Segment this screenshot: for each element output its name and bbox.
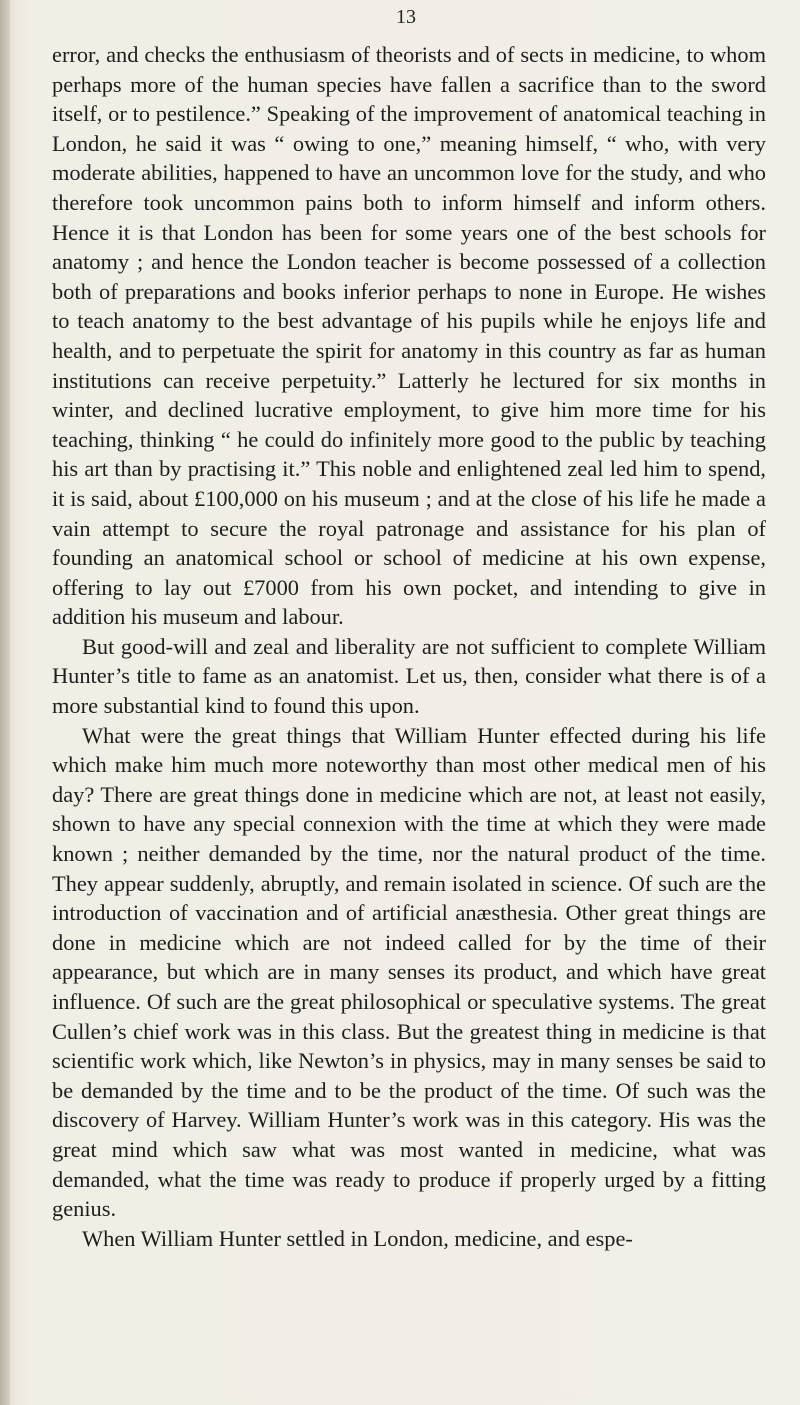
- paragraph-continuation: error, and checks the enthusiasm of theorists and of sects in medicine, to whom perhaps more of the human species have fallen a sacrifice than to the sword itself, or to pestilence.” Speaking of the improvement of anatomical teaching in London, he said it was “ owing to one,” meaning himself, “ who, with very moderate abilities, happened to have an uncommon love for the study, and who therefore took uncommon pains both to inform himself and inform others. Hence it is that London has been for some years one of the best schools for anatomy ; and hence the London teacher is become possessed of a collection both of preparations and books inferior perhaps to none in Europe. He wishes to teach anatomy to the best advantage of his pupils while he enjoys life and health, and to perpetuate the spirit for anatomy in this country as far as human institutions can receive perpetuity.” Latterly he lectured for six months in winter, and declined lucrative employment, to give him more time for his teaching, thinking “ he could do infinitely more good to the public by teaching his art than by practising it.” This noble and enlightened zeal led him to spend, it is said, about £100,000 on his museum ; and at the close of his life he made a vain attempt to secure the royal patronage and assistance for his plan of founding an anatomical school or school of medicine at his own expense, offering to lay out £7000 from his own pocket, and intending to give in addition his museum and labour.: [52, 42, 766, 630]
- page-number: 13: [396, 6, 416, 28]
- paragraph: But good-will and zeal and liberality are not sufficient to complete William Hunter’s title to fame as an anatomist. Let us, then, consider what there is of a more substantial kind to found this upon.: [52, 633, 766, 719]
- body-text: [52, 40, 766, 1253]
- paragraph: What were the great things that William Hunter effected during his life which make him much more noteworthy than most other medical men of his day? There are great things done in medicine which are not, at least not easily, shown to have any special connexion with the time at which they were made known ; neither demanded by the time, nor the natural product of the time. They appear suddenly, abruptly, and remain isolated in science. Of such are the introduction of vaccination and of artificial anæsthesia. Other great things are done in medicine which are not indeed called for by the time of their appearance, but which are in many senses its product, and which have great influence. Of such are the great philosophical or speculative systems. The great Cullen’s chief work was in this class. But the greatest thing in medicine is that scientific work which, like Newton’s in physics, may in many senses be said to be demanded by the time and to be the product of the time. Of such was the discovery of Harvey. William Hunter’s work was in this category. His was the great mind which saw what was most wanted in medicine, what was demanded, what the time was ready to produce if properly urged by a fitting genius.: [52, 722, 766, 1222]
- binding-edge: [0, 0, 10, 1405]
- paragraph: When William Hunter settled in London, medicine, and espe-: [82, 1225, 633, 1251]
